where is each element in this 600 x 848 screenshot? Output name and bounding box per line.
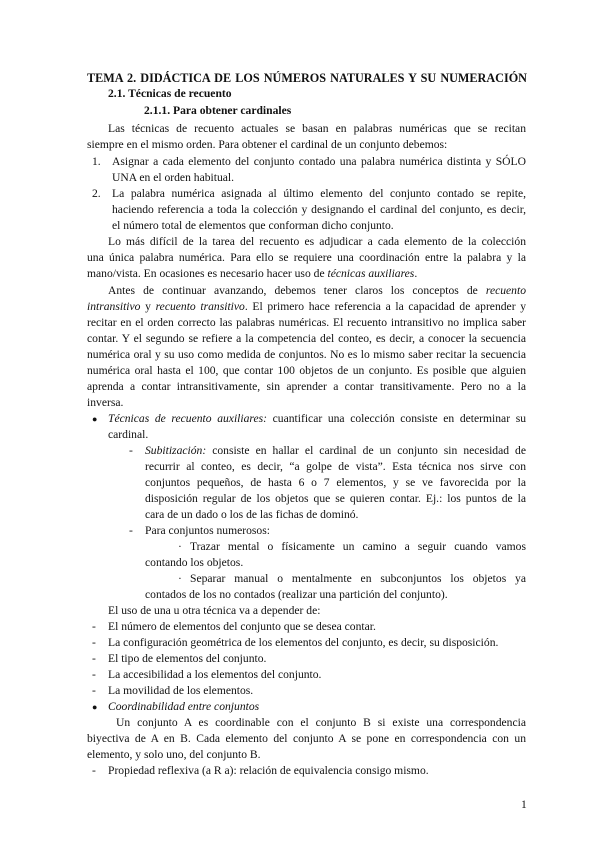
dot-marker: · (178, 540, 182, 553)
paragraph-line: una única palabra numérica. Para ello se requiere una coordinación entre la palabra y la (87, 251, 526, 264)
paragraph-line: El uso de una u otra técnica va a depender de: (108, 604, 321, 617)
bullet-line (108, 411, 526, 427)
page-number: 1 (521, 798, 527, 811)
sublist-line: cara de un dado o los de las fichas de dominó. (145, 508, 359, 521)
document-title: TEMA 2. DIDÁCTICA DE LOS NÚMEROS NATURALES Y SU NUMERACIÓN (87, 71, 527, 85)
dot-marker: · (178, 572, 182, 585)
step-line: el número total de elementos que conforman dicho conjunto. (112, 219, 394, 232)
step-line: haciendo referencia a toda la colección y designando el cardinal del conjunto, es decir, (112, 203, 526, 216)
sublist-line: Para conjuntos numerosos: (145, 524, 270, 537)
list-number: 1. (92, 155, 101, 168)
dash-marker: - (92, 668, 96, 681)
list-number: 2. (92, 187, 101, 200)
paragraph-line: Un conjunto A es coordinable con el conjunto B si existe una correspondencia (116, 716, 526, 729)
list-item: El número de elementos del conjunto que se desea contar. (108, 620, 376, 633)
paragraph-line: recitar en el orden correcto las palabras numéricas. El recuento intransitivo no implica saber (87, 316, 526, 329)
subsublist-line: contados de los no contados (realizar una partición del conjunto). (145, 588, 448, 601)
paragraph-line: inversa. (87, 396, 124, 409)
subsection-heading: 2.1.1. Para obtener cardinales (144, 104, 292, 117)
list-item: La accesibilidad a los elementos del conjunto. (108, 668, 322, 681)
dash-marker: - (92, 636, 96, 649)
paragraph-line: numérica oral y su uso como medida de conjuntos. No es lo mismo saber recitar la secuencia (87, 348, 526, 361)
list-item: El tipo de elementos del conjunto. (108, 652, 267, 665)
list-item: La movilidad de los elementos. (108, 684, 254, 697)
dash-marker: - (92, 652, 96, 665)
italic-term: recuento transitivo (155, 300, 245, 313)
text-run: Antes de continuar avanzando, debemos tener claros los conceptos de (108, 284, 486, 297)
dash-marker: - (129, 444, 133, 457)
list-item: La configuración geométrica de los elementos del conjunto, es decir, su disposición. (108, 636, 499, 649)
bullet-line: cardinal. (108, 428, 149, 441)
section-heading: 2.1. Técnicas de recuento (108, 87, 232, 100)
step-line: UNA en el orden habitual. (112, 171, 235, 184)
paragraph-line: Lo más difícil de la tarea del recuento es adjudicar a cada elemento de la colección (108, 235, 526, 248)
dash-marker: - (92, 684, 96, 697)
paragraph-line (87, 299, 526, 315)
paragraph-line (87, 266, 417, 282)
intro-line: Las técnicas de recuento actuales se basan en palabras numéricas que se recitan (108, 122, 526, 135)
text-run: mano/vista. En ocasiones es necesario hacer uso de (87, 267, 328, 280)
text-run: . El primero hace referencia a la capacidad de aprender y (244, 300, 527, 313)
step-line: Asignar a cada elemento del conjunto contado una palabra numérica distinta y SÓLO (112, 155, 526, 168)
dash-marker: - (129, 524, 133, 537)
paragraph-line: biyectiva de A en B. Cada elemento del conjunto A se pone en correspondencia con un (87, 732, 526, 745)
intro-line: siempre en el mismo orden. Para obtener el cardinal de un conjunto debemos: (87, 138, 448, 151)
text-run: consiste en hallar el cardinal de un conjunto sin necesidad de (206, 444, 526, 457)
step-line: La palabra numérica asignada al último elemento del conjunto contado se repite, (112, 187, 526, 200)
dash-marker: - (92, 764, 96, 777)
subsublist-line: Trazar mental o físicamente un camino a seguir cuando vamos (190, 540, 526, 553)
sublist-line (145, 443, 526, 459)
text-run: . (414, 267, 418, 280)
paragraph-line: numérica oral hasta el 100, que contar 100 objetos de un conjunto. Es posible que alguien (87, 364, 526, 377)
paragraph-line: contar. Y el segundo se refiere a la competencia del conteo, es decir, a conocer la secuencia (87, 332, 526, 345)
subsublist-line: contando los objetos. (145, 556, 244, 569)
sublist-line: recurrir al conteo, es decir, “a golpe de vista”. Esta técnica nos sirve con (145, 460, 526, 473)
list-item: Propiedad reflexiva (a R a): relación de equivalencia consigo mismo. (108, 764, 429, 777)
italic-term: recuento (485, 284, 526, 297)
paragraph-line: aprenda a contar intransitivamente, sin aprender a contar transitivamente. Pero no a la (87, 380, 526, 393)
sublist-line: disposición regular de los objetos que se quieren contar. Ej.: los puntos de la (145, 492, 526, 505)
text-run: cuantificar una colección consiste en determinar su (267, 412, 526, 425)
bullet-icon: ● (92, 702, 98, 712)
bullet-title: Coordinabilidad entre conjuntos (108, 700, 260, 713)
bullet-icon: ● (92, 414, 98, 424)
paragraph-line (108, 283, 526, 299)
paragraph-line: elemento, y solo uno, del conjunto B. (87, 748, 261, 761)
text-run: y (140, 300, 156, 313)
italic-term: técnicas auxiliares (327, 267, 415, 280)
sublist-line: conjuntos pequeños, de hasta 6 o 7 elementos, y se ve favorecida por la (145, 476, 526, 489)
italic-term: Técnicas de recuento auxiliares: (108, 412, 267, 425)
italic-term: intransitivo (87, 300, 141, 313)
dash-marker: - (92, 620, 96, 633)
italic-term: Subitización: (145, 444, 207, 457)
subsublist-line: Separar manual o mentalmente en subconjuntos los objetos ya (190, 572, 526, 585)
